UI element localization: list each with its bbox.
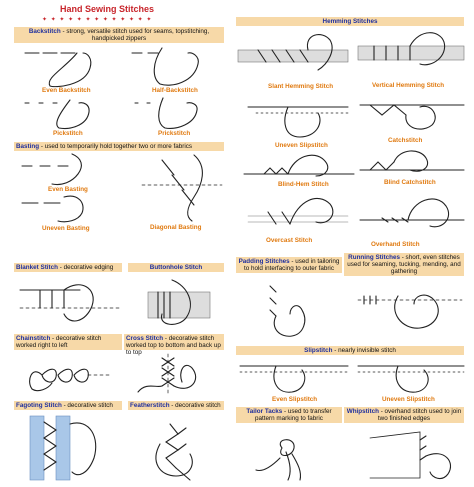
diagonal-basting-label: Diagonal Basting bbox=[150, 224, 202, 231]
prickstitch-label: Prickstitch bbox=[158, 130, 191, 137]
page-title: Hand Sewing Stitches bbox=[60, 4, 155, 14]
catchstitch-label: Catchstitch bbox=[388, 137, 423, 144]
half-backstitch-illustration bbox=[132, 48, 217, 88]
featherstitch-desc: - decorative stitch bbox=[169, 402, 221, 409]
padding-name: Padding Stitches bbox=[238, 258, 290, 265]
hemming-name: Hemming Stitches bbox=[322, 18, 378, 25]
chainstitch-desc: - decorative stitch worked right to left bbox=[16, 335, 102, 349]
whipstitch-illustration bbox=[360, 428, 464, 483]
uneven-basting-label: Uneven Basting bbox=[42, 225, 90, 232]
overcast-illustration bbox=[248, 192, 348, 234]
tailor-band bbox=[236, 407, 342, 423]
chainstitch-illustration bbox=[22, 355, 112, 393]
uneven-slipstitch-illustration bbox=[358, 358, 464, 396]
even-backstitch-label: Even Backstitch bbox=[42, 87, 91, 94]
blind-catchstitch-illustration bbox=[360, 148, 464, 180]
cross-stitch-band bbox=[124, 334, 224, 356]
half-backstitch-label: Half-Backstitch bbox=[152, 87, 198, 94]
tailor-desc: - used to transfer pattern marking to fabric bbox=[255, 408, 332, 422]
blind-hem-illustration bbox=[244, 150, 354, 184]
backstitch-name: Backstitch bbox=[28, 28, 61, 35]
fagoting-name: Fagoting Stitch bbox=[16, 402, 62, 409]
diagonal-basting-illustration bbox=[142, 155, 222, 223]
blind-hem-label: Blind-Hem Stitch bbox=[278, 181, 329, 188]
basting-name: Basting bbox=[16, 143, 40, 150]
title-decoration: ✦ ✦ ✦ ✦ ✦ ✦ ✦ ✦ ✦ ✦ ✦ ✦ ✦ bbox=[42, 17, 153, 23]
tailor-tacks-illustration bbox=[252, 428, 332, 483]
backstitch-band bbox=[14, 27, 224, 43]
uneven-basting-illustration bbox=[22, 193, 112, 225]
slant-hemming-label: Slant Hemming Stitch bbox=[268, 83, 334, 90]
basting-desc: - used to temporarily hold together two or more fabrics bbox=[39, 143, 193, 150]
even-slipstitch-illustration bbox=[240, 358, 348, 396]
chainstitch-band bbox=[14, 334, 122, 350]
even-slipstitch-label: Even Slipstitch bbox=[272, 396, 318, 403]
blind-catchstitch-label: Blind Catchstitch bbox=[384, 179, 436, 186]
basting-band bbox=[14, 142, 224, 151]
padding-stitch-illustration bbox=[250, 280, 330, 340]
overhand-illustration bbox=[360, 192, 464, 240]
prickstitch-illustration bbox=[135, 98, 220, 130]
even-backstitch-illustration bbox=[25, 48, 110, 88]
cross-stitch-desc: - decorative stitch worked top to bottom and back up to top bbox=[126, 335, 221, 356]
blanket-desc: - decorative edging bbox=[58, 264, 114, 271]
uneven-slipstitch-label: Uneven Slipstitch bbox=[382, 396, 435, 403]
padding-desc: - used in tailoring to hold interfacing to outer fabric bbox=[244, 258, 340, 272]
running-stitch-illustration bbox=[358, 282, 462, 334]
whipstitch-band bbox=[344, 407, 464, 423]
fagoting-band bbox=[14, 401, 122, 410]
pickstitch-label: Pickstitch bbox=[53, 130, 83, 137]
pickstitch-illustration bbox=[25, 98, 110, 130]
buttonhole-band bbox=[128, 263, 224, 272]
blanket-name: Blanket Stitch bbox=[16, 264, 58, 271]
running-band bbox=[344, 253, 464, 276]
slant-hemming-illustration bbox=[238, 30, 350, 80]
tailor-name: Tailor Tacks bbox=[246, 408, 283, 415]
catchstitch-illustration bbox=[360, 95, 464, 137]
blanket-band bbox=[14, 263, 122, 272]
buttonhole-stitch-illustration bbox=[138, 280, 220, 330]
featherstitch-illustration bbox=[140, 414, 220, 482]
overhand-label: Overhand Stitch bbox=[371, 241, 420, 248]
blanket-stitch-illustration bbox=[20, 278, 120, 328]
buttonhole-name: Buttonhole Stitch bbox=[149, 264, 203, 271]
backstitch-desc: - strong, versatile stitch used for seams, topstitching, handpicked zippers bbox=[60, 28, 210, 42]
running-name: Running Stitches bbox=[348, 254, 400, 261]
running-desc: - short, even stitches used for seaming, tucking, mending, and gathering bbox=[347, 254, 461, 275]
slipstitch-band bbox=[236, 346, 464, 355]
overcast-label: Overcast Stitch bbox=[266, 237, 313, 244]
padding-band bbox=[236, 257, 342, 273]
hemming-band bbox=[236, 17, 464, 26]
slipstitch-desc: - nearly invisible stitch bbox=[332, 347, 396, 354]
uneven-slipstitch-hem-label: Uneven Slipstitch bbox=[275, 142, 328, 149]
whipstitch-name: Whipstitch bbox=[346, 408, 379, 415]
even-basting-label: Even Basting bbox=[48, 186, 88, 193]
uneven-slipstitch-hem-illustration bbox=[248, 95, 348, 143]
cross-stitch-illustration bbox=[128, 352, 218, 397]
even-basting-illustration bbox=[22, 152, 112, 188]
vertical-hemming-illustration bbox=[358, 28, 466, 80]
cross-stitch-name: Cross Stitch bbox=[126, 335, 164, 342]
chainstitch-name: Chainstitch bbox=[16, 335, 51, 342]
fagoting-desc: - decorative stitch bbox=[61, 402, 113, 409]
whipstitch-desc: - overhand stitch used to join two finished edges bbox=[377, 408, 462, 422]
slipstitch-name: Slipstitch bbox=[304, 347, 333, 354]
vertical-hemming-label: Vertical Hemming Stitch bbox=[372, 82, 445, 89]
featherstitch-band bbox=[128, 401, 224, 410]
featherstitch-name: Featherstitch bbox=[130, 402, 170, 409]
fagoting-illustration bbox=[28, 414, 108, 482]
